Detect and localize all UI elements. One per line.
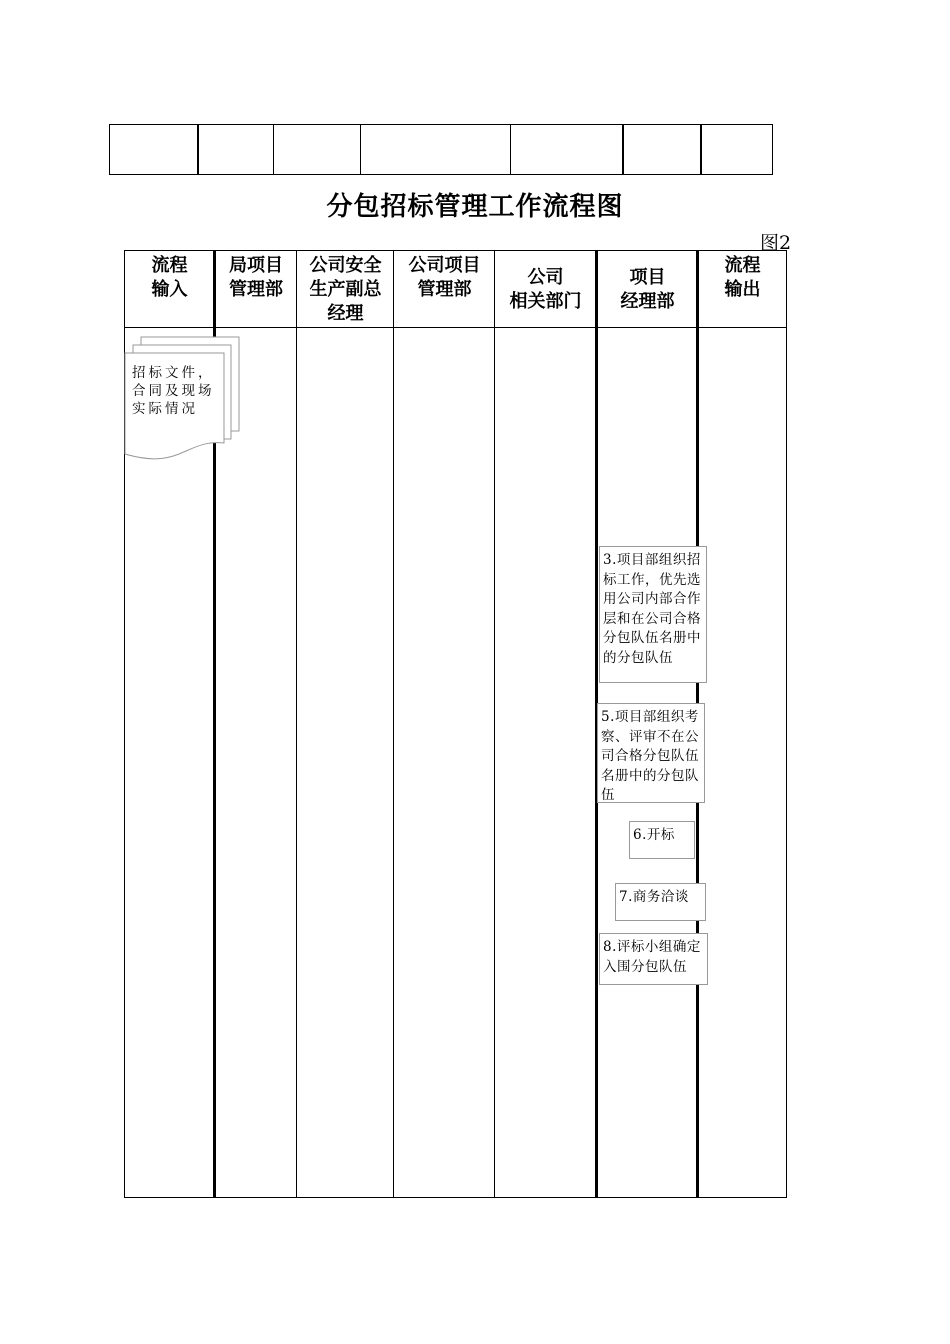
column-header-vp: 公司安全 生产副总 经理: [309, 255, 382, 324]
column-header-bureau: 局项目 管理部: [229, 255, 283, 300]
top-cell: [622, 124, 701, 175]
column-divider: [393, 251, 394, 1197]
top-cell: [197, 124, 274, 175]
step-3-box: 3.项目部组织招 标工作，优先选 用公司内部合作 层和在公司合格 分包队伍名册中 的分包队伍: [599, 546, 707, 683]
step-6-box: 6.开标: [629, 821, 695, 859]
column-divider: [296, 251, 297, 1197]
column-header-project-dept: 公司项目 管理部: [408, 255, 481, 300]
page-title: 分包招标管理工作流程图: [326, 192, 624, 222]
top-cell: [510, 124, 623, 175]
figure-label: 图2: [760, 232, 792, 254]
top-cell: [109, 124, 198, 175]
input-document-text: 招标文件， 合同及现场 实际情况: [132, 365, 215, 417]
column-header-output: 流程 输出: [724, 255, 761, 300]
step-7-box: 7.商务洽谈: [615, 883, 706, 921]
column-header-input: 流程 输入: [151, 255, 188, 300]
step-5-box: 5.项目部组织考 察、评审不在公 司合格分包队伍 名册中的分包队 伍: [597, 703, 705, 803]
top-cell: [360, 124, 511, 175]
column-divider: [494, 251, 495, 1197]
column-header-project-manager: 项目 经理部: [620, 267, 675, 312]
top-cell: [273, 124, 361, 175]
column-header-related-dept: 公司 相关部门: [509, 267, 582, 312]
input-document-shape: [124, 336, 242, 464]
step-8-box: 8.评标小组确定 入围分包队伍: [599, 933, 708, 985]
top-cell: [700, 124, 773, 175]
